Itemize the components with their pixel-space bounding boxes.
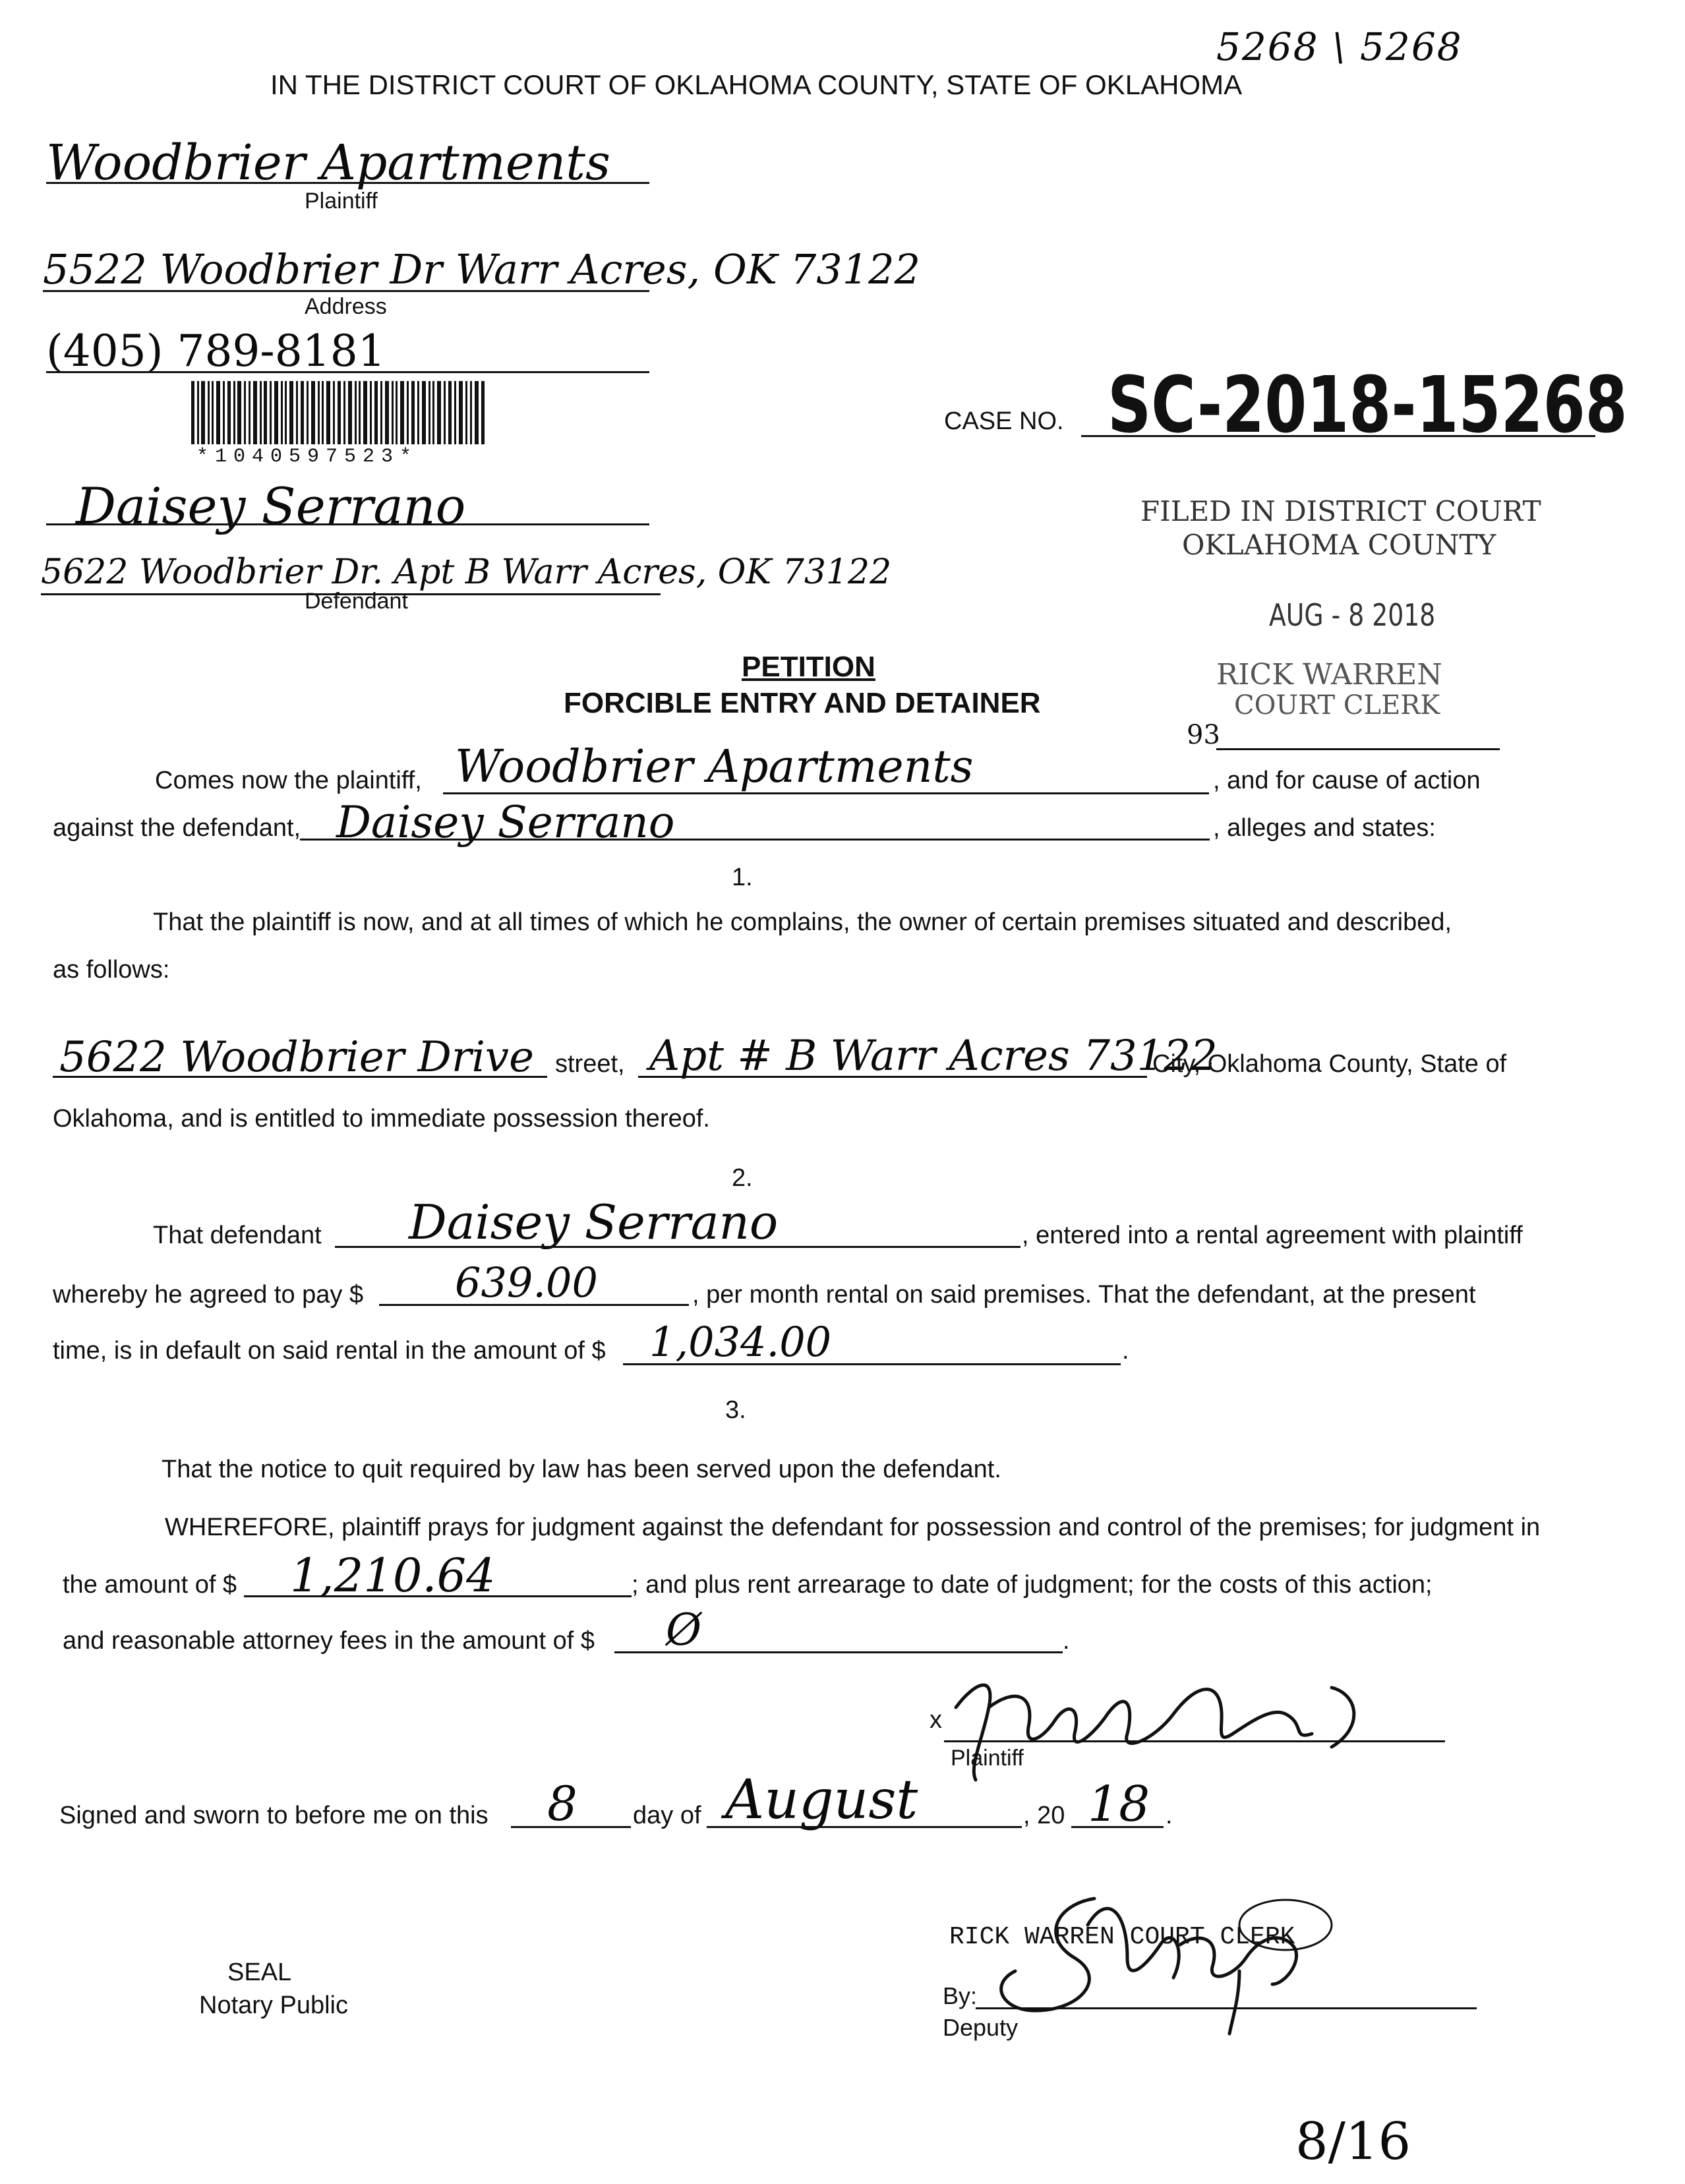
notice-text: That the notice to quit required by law has been served upon the defendant.: [162, 1456, 1001, 1483]
case-note-handwritten: 5268 \ 5268: [1216, 24, 1463, 69]
sworn-year-fill: 18: [1088, 1776, 1150, 1833]
sworn-month-line: [707, 1826, 1022, 1828]
section2-period: .: [1122, 1337, 1129, 1365]
time-default-text: time, is in default on said rental in the amount of $: [53, 1337, 606, 1365]
seal-label: SEAL: [227, 1959, 292, 1986]
defendant-name-line: [46, 523, 649, 525]
comes-now-text: Comes now the plaintiff,: [155, 767, 422, 794]
plaintiff-label: Plaintiff: [305, 189, 378, 214]
default-line: [623, 1363, 1121, 1365]
phone-line: [46, 371, 649, 373]
case-number: SC-2018-15268: [1108, 359, 1628, 450]
city-label: City, Oklahoma County, State of: [1152, 1050, 1507, 1078]
city-line: [638, 1076, 1147, 1078]
plaintiff-signature-line: [944, 1740, 1445, 1742]
amount-of-text: the amount of $: [63, 1571, 237, 1599]
street-label: street,: [555, 1050, 625, 1078]
attorney-line: [614, 1651, 1063, 1653]
city-fill: Apt # B Warr Acres 73122: [649, 1032, 1218, 1080]
by-line: [976, 2007, 1477, 2009]
plaintiff-name: Woodbrier Apartments: [46, 134, 610, 191]
section2-defendant-fill: Daisey Serrano: [409, 1195, 779, 1250]
sworn-day-line: [511, 1826, 631, 1828]
whereby-text: whereby he agreed to pay $: [53, 1281, 364, 1309]
sworn-year-line: [1071, 1826, 1164, 1828]
court-title: IN THE DISTRICT COURT OF OKLAHOMA COUNTY, STATE OF OKLAHOMA: [270, 69, 1243, 100]
defendant-name: Daisey Serrano: [76, 477, 466, 535]
per-month-text: , per month rental on said premises. That the defendant, at the present: [692, 1281, 1476, 1309]
filed-stamp-number: 93: [1187, 720, 1220, 750]
address-label: Address: [305, 294, 387, 319]
street-fill: 5622 Woodbrier Drive: [59, 1033, 534, 1082]
attorney-text: and reasonable attorney fees in the amount of $: [63, 1627, 595, 1655]
address-line: [43, 290, 649, 292]
filed-stamp-clerk2: COURT CLERK: [1234, 690, 1440, 721]
filed-stamp-line: [1216, 748, 1500, 750]
and-for-cause-text: , and for cause of action: [1213, 767, 1481, 794]
intro-defendant-line: [300, 839, 1210, 841]
footer-note: 8/16: [1295, 2112, 1411, 2171]
barcode: [191, 381, 485, 444]
sworn-period: .: [1166, 1802, 1173, 1829]
alleges-text: , alleges and states:: [1213, 814, 1436, 842]
filed-stamp-clerk1: RICK WARREN: [1216, 658, 1442, 692]
case-label: CASE NO.: [944, 407, 1064, 435]
intro-plaintiff-fill: Woodbrier Apartments: [455, 741, 974, 793]
deputy-signature: [976, 1885, 1345, 2037]
defendant-label: Defendant: [305, 589, 408, 614]
plaintiff-line: [46, 182, 649, 184]
petition-subtitle: FORCIBLE ENTRY AND DETAINER: [564, 687, 1041, 719]
rent-line: [379, 1304, 689, 1306]
section1-text3: Oklahoma, and is entitled to immediate possession thereof.: [53, 1105, 710, 1133]
signature-x: x: [930, 1706, 942, 1734]
section1-text2: as follows:: [53, 956, 170, 984]
sworn-year-prefix: , 20: [1023, 1802, 1065, 1829]
sworn-text: Signed and sworn to before me on this: [59, 1802, 488, 1829]
intro-plaintiff-line: [443, 792, 1209, 794]
section1-text1: That the plaintiff is now, and at all times of which he complains, the owner of certain premises situated and described,: [153, 908, 1452, 936]
wherefore-text: WHEREFORE, plaintiff prays for judgment against the defendant for possession and control of the premises; for judgment in: [165, 1514, 1541, 1541]
amount-fill: 1,210.64: [290, 1549, 496, 1603]
sworn-day-fill: 8: [547, 1776, 577, 1831]
by-label: By:: [943, 1982, 978, 2009]
plaintiff-phone: (405) 789-8181: [46, 326, 386, 376]
attorney-fill: Ø: [666, 1605, 702, 1655]
barcode-number: *1040597523*: [196, 446, 419, 468]
deputy-label: Deputy: [943, 2014, 1019, 2041]
amount-line: [244, 1595, 632, 1597]
section1-number: 1.: [732, 864, 753, 891]
clerk-name: RICK WARREN COURT CLERK: [949, 1923, 1295, 1951]
notary-public-label: Notary Public: [199, 1992, 348, 2019]
case-line: [1081, 435, 1595, 437]
section2-defendant-line: [335, 1246, 1020, 1248]
against-text: against the defendant,: [53, 814, 301, 842]
entered-text: , entered into a rental agreement with plaintiff: [1022, 1222, 1523, 1249]
plaintiff-address: 5522 Woodbrier Dr Warr Acres, OK 73122: [43, 245, 921, 293]
filed-stamp-line1: FILED IN DISTRICT COURT: [1140, 495, 1541, 527]
section3-number: 3.: [725, 1396, 746, 1424]
default-fill: 1,034.00: [649, 1318, 832, 1366]
sworn-month-fill: August: [725, 1769, 918, 1831]
section2-number: 2.: [732, 1164, 753, 1192]
street-line: [53, 1076, 547, 1078]
defendant-address: 5622 Woodbrier Dr. Apt B Warr Acres, OK 73122: [41, 552, 892, 592]
plus-rent-text: ; and plus rent arrearage to date of judgment; for the costs of this action;: [632, 1571, 1433, 1599]
section3-period: .: [1063, 1627, 1070, 1655]
intro-defendant-fill: Daisey Serrano: [336, 797, 675, 848]
sworn-day-of: day of: [633, 1802, 701, 1829]
that-defendant-text: That defendant: [153, 1222, 322, 1249]
rent-fill: 639.00: [455, 1258, 598, 1307]
filed-stamp-date: AUG - 8 2018: [1269, 597, 1436, 633]
signature-plaintiff-label: Plaintiff: [951, 1746, 1024, 1771]
petition-title: PETITION: [742, 651, 875, 683]
filed-stamp-line2: OKLAHOMA COUNTY: [1182, 529, 1496, 561]
